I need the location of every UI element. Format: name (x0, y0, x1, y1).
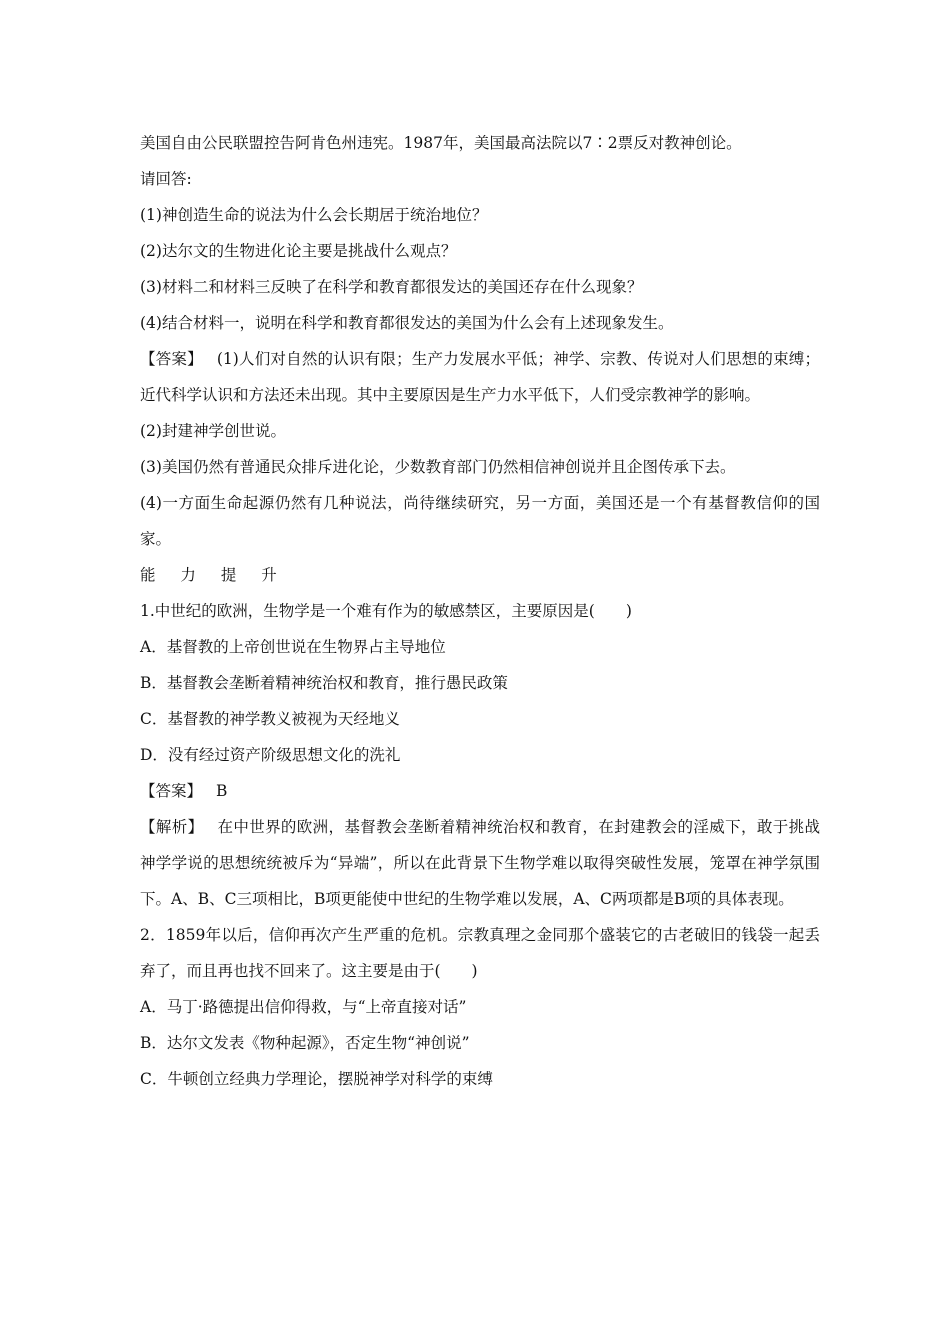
question-4: (4)结合材料一，说明在科学和教育都很发达的美国为什么会有上述现象发生。 (140, 314, 674, 332)
q2-option-c: C．牛顿创立经典力学理论，摆脱神学对科学的束缚 (140, 1070, 493, 1088)
answer-text-2: (2)封建神学创世说。 (140, 422, 286, 440)
q1-answer (140, 773, 820, 809)
question-2: (2)达尔文的生物进化论主要是挑战什么观点？ (140, 242, 457, 260)
question-1: (1)神创造生命的说法为什么会长期居于统治地位？ (140, 206, 488, 224)
q1-answer-value: B (216, 782, 228, 800)
q1-option-d: D．没有经过资产阶级思想文化的洗礼 (140, 746, 401, 764)
q2-option-a: A．马丁·路德提出信仰得救，与“上帝直接对话” (140, 998, 467, 1016)
material-tail: 美国自由公民联盟控告阿肯色州违宪。1987年，美国最高法院以7∶2票反对教神创论。 (140, 134, 742, 152)
question-3: (3)材料二和材料三反映了在科学和教育都很发达的美国还存在什么现象？ (140, 278, 643, 296)
q2-stem: 2．1859年以后，信仰再次产生严重的危机。宗教真理之金同那个盛装它的古老破旧的钱袋一起丢弃了，而且再也找不回来了。这主要是由于( ) (140, 926, 820, 980)
q1-option-a: A．基督教的上帝创世说在生物界占主导地位 (140, 638, 446, 656)
q1-analysis (140, 809, 820, 917)
answer-text-1: (1)人们对自然的认识有限；生产力发展水平低；神学、宗教、传说对人们思想的束缚；近代科学认识和方法还未出现。其中主要原因是生产力水平低下，人们受宗教神学的影响。 (140, 350, 820, 404)
q1-analysis-tag: 【解析】 (140, 818, 204, 836)
q1-answer-tag: 【答案】 (140, 782, 203, 800)
answer-text-4: (4)一方面生命起源仍然有几种说法，尚待继续研究，另一方面，美国还是一个有基督教信仰的国家。 (140, 494, 820, 548)
prompt-label: 请回答: (140, 170, 192, 188)
q1-analysis-text: 在中世界的欧洲，基督教会垄断着精神统治权和教育，在封建教会的淫威下，敢于挑战神学学说的思想统统被斥为“异端”，所以在此背景下生物学难以取得突破性发展，笼罩在神学氛围下。A、B、C三项相比，B项更能使中世纪的生物学难以发展，A、C两项都是B项的具体表现。 (140, 818, 820, 908)
q1-stem: 1.中世纪的欧洲，生物学是一个难有作为的敏感禁区，主要原因是( ) (140, 602, 632, 620)
q2-option-b: B．达尔文发表《物种起源》，否定生物“神创说” (140, 1034, 470, 1052)
answer-tag: 【答案】 (140, 350, 203, 368)
q1-option-c: C．基督教的神学教义被视为天经地义 (140, 710, 400, 728)
section-title: 能 力 提 升 (140, 566, 287, 584)
q1-option-b: B．基督教会垄断着精神统治权和教育，推行愚民政策 (140, 674, 508, 692)
answer-text-3: (3)美国仍然有普通民众排斥进化论，少数教育部门仍然相信神创说并且企图传承下去。 (140, 458, 736, 476)
document-body (140, 125, 820, 1097)
answer-paragraph-1 (140, 341, 820, 413)
